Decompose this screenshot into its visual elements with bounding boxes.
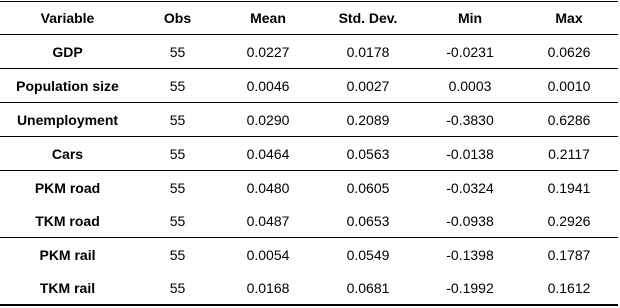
cell-variable: Unemployment: [0, 103, 135, 137]
table-row: [0, 204, 618, 238]
cell-min: -0.1992: [420, 271, 520, 305]
cell-variable: PKM rail: [39, 246, 96, 263]
table-row: [0, 238, 618, 272]
cell-mean: 0.0054: [246, 246, 290, 263]
cell-mean: 0.0046: [220, 69, 316, 103]
header-row: [0, 2, 618, 35]
cell-obs: 55: [135, 35, 220, 69]
cell-max: 0.2926: [520, 204, 618, 238]
cell-obs: 55: [169, 246, 186, 263]
cell-obs: 55: [169, 179, 186, 196]
cell-min: -0.1398: [446, 246, 494, 263]
cell-min: -0.0938: [420, 204, 520, 238]
cell-std-dev: 0.0605: [346, 179, 390, 196]
descriptive-statistics-table: [0, 1, 618, 306]
cell-max: 0.2117: [520, 137, 618, 171]
cell-mean: 0.0464: [220, 137, 316, 171]
cell-min: -0.3830: [420, 103, 520, 137]
cell-variable: Cars: [0, 137, 135, 171]
cell-max: 0.0626: [520, 35, 618, 69]
cell-min: -0.0324: [446, 179, 494, 196]
cell-std-dev: 0.0653: [316, 204, 420, 238]
cell-variable: TKM road: [0, 204, 135, 238]
table-row: [0, 271, 618, 305]
header-std-dev: Std. Dev.: [316, 2, 420, 35]
cell-max: 0.1941: [547, 179, 591, 196]
header-min: Min: [420, 2, 520, 35]
cell-mean: 0.0487: [220, 204, 316, 238]
cell-mean: 0.0290: [220, 103, 316, 137]
cell-variable: TKM rail: [0, 271, 135, 305]
header-obs: Obs: [135, 2, 220, 35]
cell-min: 0.0003: [420, 69, 520, 103]
cell-min: -0.0231: [420, 35, 520, 69]
header-max: Max: [520, 2, 618, 35]
cell-std-dev: 0.0681: [316, 271, 420, 305]
cell-mean: 0.0480: [246, 179, 290, 196]
cell-max: 0.6286: [520, 103, 618, 137]
cell-min: -0.0138: [420, 137, 520, 171]
cell-max: 0.1787: [547, 246, 591, 263]
header-variable: Variable: [0, 2, 135, 35]
table-row: [0, 103, 618, 137]
cell-obs: 55: [135, 69, 220, 103]
cell-std-dev: 0.0549: [346, 246, 390, 263]
table-row: [0, 69, 618, 103]
cell-obs: 55: [135, 103, 220, 137]
cell-mean: 0.0227: [220, 35, 316, 69]
cell-std-dev: 0.0178: [316, 35, 420, 69]
cell-variable: PKM road: [34, 179, 101, 196]
cell-variable: Population size: [0, 69, 135, 103]
table-row: [0, 137, 618, 171]
cell-max: 0.0010: [520, 69, 618, 103]
table-row: [0, 171, 618, 205]
table-row: [0, 35, 618, 69]
cell-variable: GDP: [0, 35, 135, 69]
cell-std-dev: 0.2089: [316, 103, 420, 137]
cell-std-dev: 0.0563: [316, 137, 420, 171]
header-mean: Mean: [220, 2, 316, 35]
cell-obs: 55: [135, 204, 220, 238]
cell-max: 0.1612: [520, 271, 618, 305]
cell-mean: 0.0168: [220, 271, 316, 305]
cell-std-dev: 0.0027: [316, 69, 420, 103]
cell-obs: 55: [135, 137, 220, 171]
cell-obs: 55: [135, 271, 220, 305]
